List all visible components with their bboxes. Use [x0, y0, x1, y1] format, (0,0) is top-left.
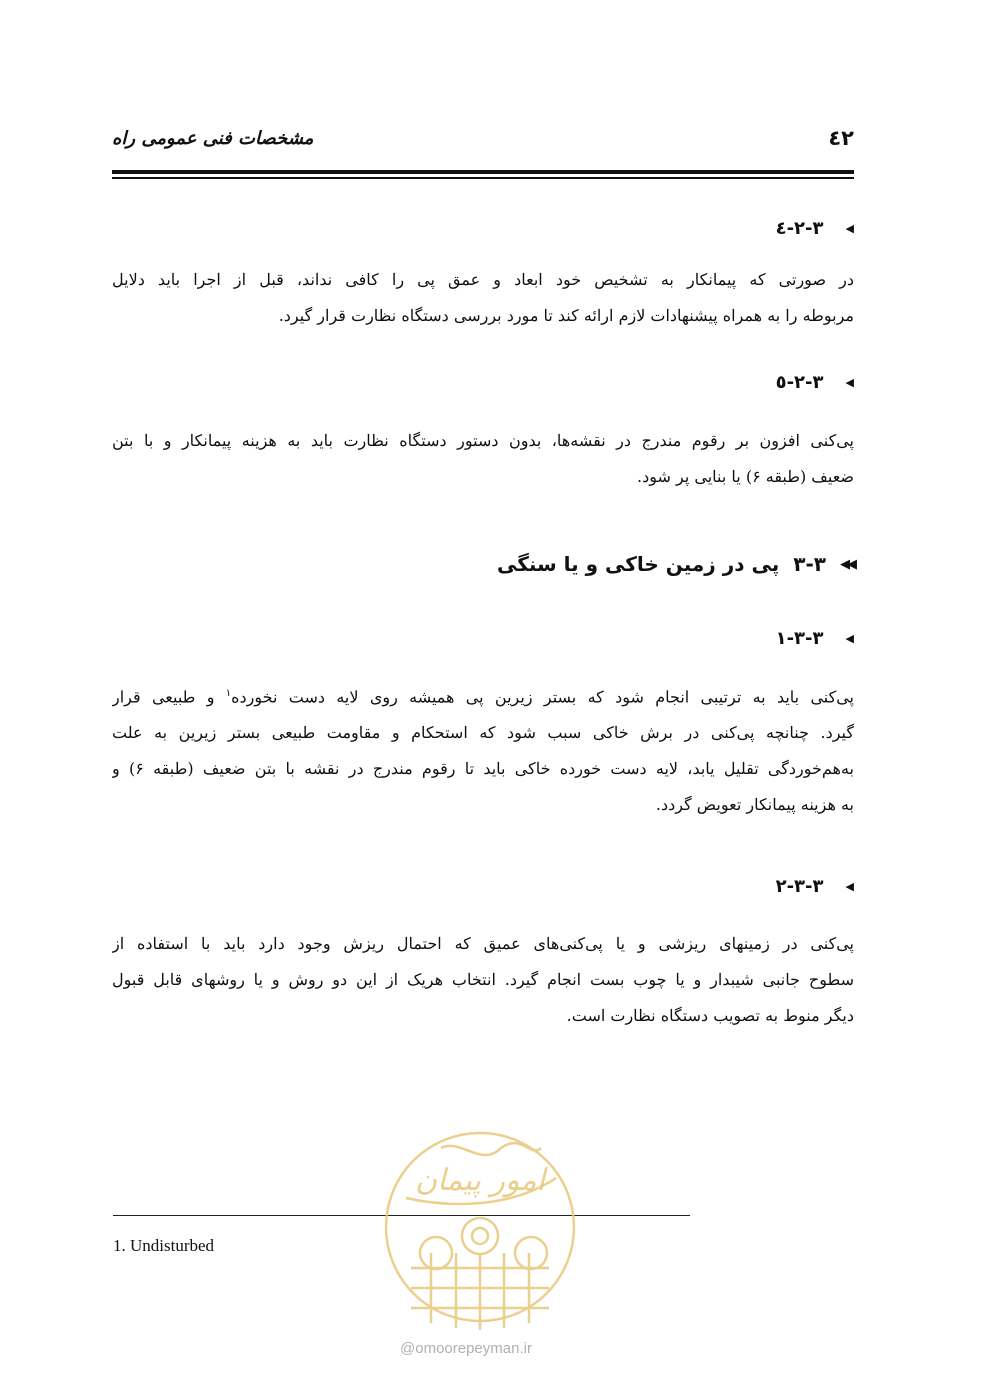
arrow-left-icon: ◀ — [845, 632, 854, 645]
paragraph-line — [112, 676, 854, 715]
section-number: ٣-٢-٤ — [775, 218, 824, 239]
section-heading — [776, 218, 854, 239]
double-arrow-left-icon: ◀◀ — [840, 556, 854, 572]
paragraph — [112, 926, 854, 1034]
paragraph-line: در صورتی که پیمانکار به تشخیص خود ابعاد و عمق پی را کافی نداند، قبل از اجرا باید دلایل — [112, 270, 854, 289]
paragraph — [112, 676, 854, 823]
paragraph-line: ضعیف (طبقه ۶) یا بنایی پر شود. — [637, 467, 854, 486]
paragraph — [112, 423, 854, 495]
arrow-left-icon: ◀ — [845, 880, 854, 893]
paragraph-line: گیرد. چنانچه پی‌کنی در برش خاکی سبب شود که استحکام و مقاومت طبیعی بستر زیرین به علت — [112, 723, 854, 743]
paragraph — [112, 262, 854, 334]
section-heading — [776, 876, 854, 897]
footnote: 1. Undisturbed — [113, 1236, 215, 1255]
heading-number: ٣-٣ — [793, 552, 826, 576]
heading-title: پی در زمین خاکی و یا سنگی — [496, 552, 780, 576]
watermark-logo — [381, 1118, 579, 1336]
section-heading — [776, 628, 854, 649]
page-number: ٤٢ — [828, 126, 854, 150]
header-rule-thin — [112, 177, 854, 179]
running-title: مشخصات فنی عمومی راه — [112, 128, 314, 149]
footnote-marker: ١ — [225, 688, 232, 699]
paragraph-line: پی‌کنی در زمینهای ریزشی و یا پی‌کنی‌های عمیق که احتمال ریزش وجود دارد باید با استفاده از — [112, 934, 854, 953]
header-rule-thick — [112, 170, 854, 174]
page-header — [112, 126, 854, 166]
chapter-heading — [497, 552, 854, 576]
watermark-logo-text: امور پیمان — [415, 1163, 545, 1198]
section-number: ٣-٣-١ — [775, 628, 824, 649]
paragraph-line: پی‌کنی افزون بر رقوم مندرج در نقشه‌ها، بدون دستور دستگاه نظارت باید به هزینه پیمانکار و با بتن — [112, 431, 854, 450]
arrow-left-icon: ◀ — [845, 376, 854, 389]
section-heading — [776, 372, 854, 393]
section-number: ٣-٢-٥ — [775, 372, 824, 393]
line-text: پی‌کنی باید به ترتیبی انجام شود که بستر زیرین پی همیشه روی لایه دست نخورده — [231, 687, 854, 707]
line-text: و طبیعی قرار — [112, 687, 226, 707]
arrow-left-icon: ◀ — [845, 222, 854, 235]
paragraph-line: مربوطه را به همراه پیشنهادات لازم ارائه کند تا مورد بررسی دستگاه نظارت قرار گیرد. — [278, 306, 854, 325]
paragraph-line: سطوح جانبی شیبدار و یا چوب بست انجام گیرد. انتخاب هریک از این دو روش و یا روشهای قابل قبول — [112, 970, 854, 989]
watermark-url: @omoorepeyman.ir — [400, 1340, 532, 1357]
paragraph-line: به‌هم‌خوردگی تقلیل یابد، لایه دست خورده خاکی باید تا رقوم مندرج در نقشه با بتن ضعیف (طبقه ۶) و — [112, 759, 854, 779]
paragraph-line: به هزینه پیمانکار تعویض گردد. — [655, 795, 854, 815]
section-number: ٣-٣-٢ — [775, 876, 824, 897]
paragraph-line: دیگر منوط به تصویب دستگاه نظارت است. — [566, 1006, 854, 1025]
